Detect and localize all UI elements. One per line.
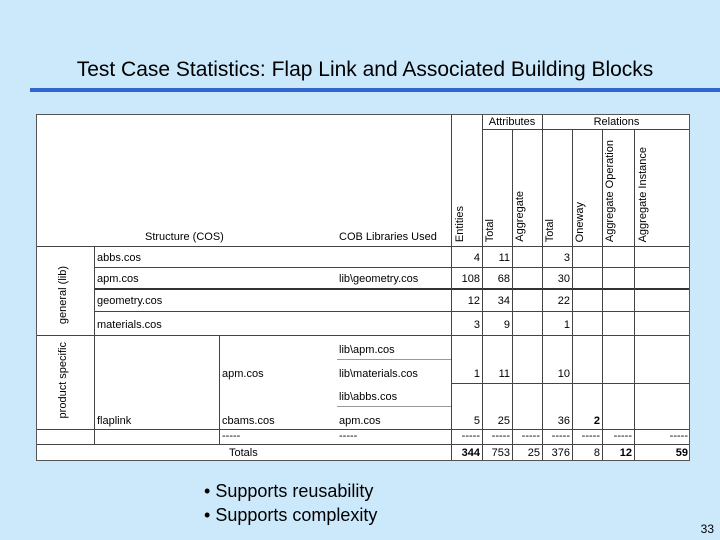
divider (542, 115, 543, 461)
attr-total-header: Total (484, 218, 496, 242)
dash-mark: ----- (551, 430, 570, 442)
cell-attr-total: 68 (497, 273, 510, 285)
cell-rel-total: 10 (557, 368, 570, 380)
divider (219, 335, 220, 444)
divider (634, 129, 635, 461)
cob-libraries-header: COB Libraries Used (339, 231, 437, 243)
cell-entities: 4 (473, 252, 480, 264)
cell-attr-total: 9 (503, 319, 510, 331)
cell-rel-total: 1 (563, 319, 570, 331)
cell-sub-structure: apm.cos (222, 368, 264, 380)
divider (94, 246, 95, 444)
divider (37, 335, 690, 336)
entities-header: Entities (454, 205, 466, 242)
total-entities: 344 (461, 447, 480, 459)
divider (94, 311, 690, 312)
cell-entities: 1 (473, 368, 480, 380)
total-attr-total: 753 (491, 447, 510, 459)
cell-attr-total: 34 (497, 295, 510, 307)
cell-structure: abbs.cos (97, 252, 142, 264)
bullet-list (204, 479, 377, 527)
cell-structure: flaplink (97, 415, 132, 427)
divider (94, 267, 690, 268)
cell-rel-total: 30 (557, 273, 570, 285)
bullet-item: • Supports complexity (204, 505, 378, 525)
divider (482, 129, 690, 130)
divider (512, 129, 513, 461)
general-lib-label: general (lib) (57, 266, 69, 325)
title-underline (30, 88, 720, 92)
dash-mark: ----- (613, 430, 632, 442)
divider (337, 406, 451, 407)
cell-rel-oneway: 2 (593, 415, 600, 427)
cell-entities: 108 (461, 273, 480, 285)
dash-mark: ----- (669, 430, 688, 442)
cell-attr-total: 11 (498, 252, 510, 264)
cell-rel-total: 36 (557, 415, 570, 427)
divider (94, 288, 690, 290)
cell-rel-total: 22 (557, 295, 570, 307)
total-rel-agg-instance: 59 (675, 447, 688, 459)
structure-header: Structure (COS) (145, 231, 224, 243)
divider (451, 115, 452, 461)
cell-structure: apm.cos (97, 273, 139, 285)
total-rel-total: 376 (551, 447, 570, 459)
statistics-table (36, 114, 690, 461)
total-attr-aggregate: 25 (527, 447, 540, 459)
totals-label: Totals (229, 447, 258, 459)
divider (451, 383, 690, 384)
cell-library: lib\geometry.cos (339, 273, 419, 285)
cell-structure: materials.cos (97, 319, 162, 331)
cell-library: apm.cos (339, 415, 381, 427)
dash-mark: ----- (222, 430, 241, 442)
total-rel-oneway: 8 (593, 447, 600, 459)
page-number: 33 (700, 522, 714, 536)
cell-sub-structure: cbams.cos (222, 415, 275, 427)
cell-library: lib\abbs.cos (339, 391, 398, 403)
divider (572, 129, 573, 461)
cell-attr-total: 25 (497, 415, 510, 427)
attr-aggregate-header: Aggregate (514, 191, 526, 242)
divider (37, 444, 690, 445)
cell-attr-total: 11 (498, 368, 510, 380)
rel-agg-operation-header: Aggregate Operation (604, 139, 616, 242)
total-rel-agg-operation: 12 (619, 447, 632, 459)
bullet-item: • Supports reusability (204, 481, 374, 501)
rel-oneway-header: Oneway (574, 201, 586, 242)
rel-total-header: Total (544, 218, 556, 242)
dash-mark: ----- (461, 430, 480, 442)
product-specific-label: product specific (57, 342, 69, 419)
slide-title: Test Case Statistics: Flap Link and Associated Building Blocks (76, 58, 654, 81)
divider (602, 129, 603, 461)
dash-mark: ----- (521, 430, 540, 442)
attributes-header: Attributes (488, 116, 536, 128)
cell-rel-total: 3 (563, 252, 570, 264)
cell-entities: 3 (473, 319, 480, 331)
cell-entities: 12 (467, 295, 480, 307)
cell-entities: 5 (473, 415, 480, 427)
relations-header: Relations (593, 116, 640, 128)
rel-agg-instance-header: Aggregate Instance (637, 146, 649, 242)
cell-library: lib\materials.cos (339, 368, 418, 380)
divider (337, 359, 451, 360)
dash-mark: ----- (339, 430, 358, 442)
cell-library: lib\apm.cos (339, 344, 395, 356)
dash-mark: ----- (491, 430, 510, 442)
bullet-text: Supports reusability (215, 481, 374, 501)
bullet-text: Supports complexity (215, 505, 378, 525)
cell-structure: geometry.cos (97, 295, 163, 307)
divider (37, 246, 690, 247)
divider (482, 115, 483, 461)
dash-mark: ----- (581, 430, 600, 442)
